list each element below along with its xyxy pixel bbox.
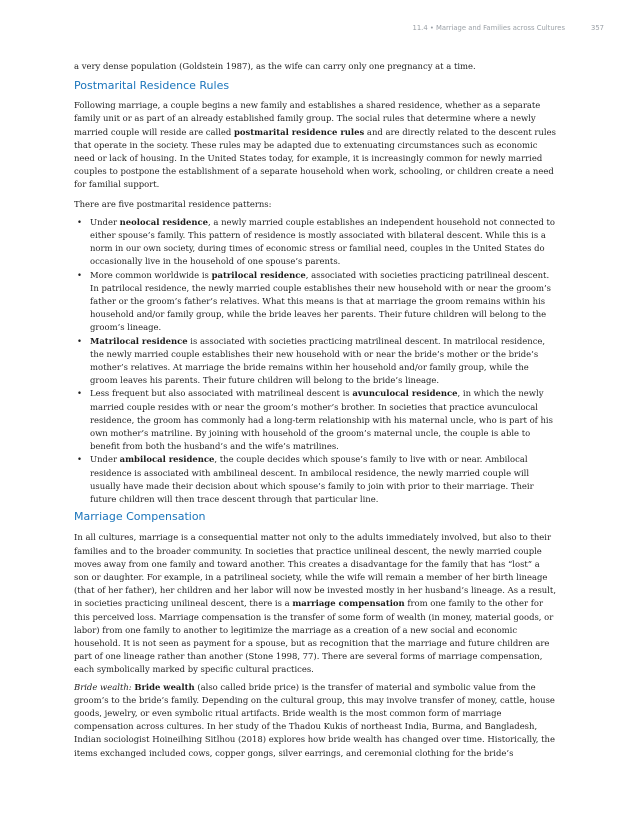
compensation-paragraph: In all cultures, marriage is a consequential matter not only to the adults immediately involved, but also to their families and to the broader community. In societies that practice unilineal descent, the newly married couple moves away from one family and toward another. This creates a disadvantage for the family that has “lost” a son or daughter. For example, in a patrilineal society, while the wife will remain a member of her birth lineage (that of her father), her children and her labor will now be invested mostly in her husband’s lineage. As a result, in societies practicing unilineal descent, there is a marriage compensation from one family to the other for this perceived loss. Marriage compensation is the transfer of some form of wealth (in money, material goods, or labor) from one family to another to legitimize the marriage as a creation of a new social and economic household. It is not seen as payment for a spouse, but as recognition that the marriage and future children are part of one lineage rather than another (Stone 1998, 77). There are several forms of marriage compensation, each symbolically marked by specific cultural practices. [74,532,557,675]
bullet-icon: • [77,216,82,227]
bullet-icon: • [77,454,82,465]
key-term: postmarital residence rules [234,126,365,137]
key-term: avunculocal residence [352,388,458,399]
section-heading-marriage-compensation: Marriage Compensation [74,510,206,524]
running-header [413,24,604,32]
list-item-neolocal: • Under neolocal residence, a newly married couple establishes an independent household not connected to either spouse’s family. This pattern of residence is mostly associated with bilateral descent. While this is a norm in our own society, during times of economic stress or familial need, couples in the United States do occasionally live in the household of one spouse’s parents. [77,216,556,267]
bullet-icon: • [77,269,82,280]
key-term: patrilocal residence [211,269,306,280]
residence-paragraph: Following marriage, a couple begins a new family and establishes a shared residence, whether as a separate family unit or as part of an already established family group. The social rules that determine where a newly married couple will reside are called postmarital residence rules and are directly related to the descent rules that operate in the society. These rules may be adapted due to extenuating circumstances such as economic need or lack of housing. In the United States today, for example, it is increasingly common for newly married couples to postpone the establishment of a separate household when work, schooling, or children create a need for familial support. [74,100,556,190]
intro-paragraph: a very dense population (Goldstein 1987), as the wife can carry only one pregnancy at a time. [74,61,476,71]
key-term: neolocal residence [119,216,209,227]
key-term: Matrilocal residence [90,335,188,346]
key-term: ambilocal residence [119,454,215,465]
run-in-label: Bride wealth: [74,681,132,692]
running-title: 11.4 • Marriage and Families across Cultures [412,24,566,32]
residence-patterns-list [74,216,556,506]
section-heading-postmarital-residence: Postmarital Residence Rules [74,79,230,93]
key-term: Bride wealth [134,681,195,692]
list-item-ambilocal: • Under ambilocal residence, the couple decides which spouse’s family to live with or near. Ambilocal residence is associated with ambilineal descent. In ambilocal residence, the newly married couple will usually have made their decision about which spouse’s family to join with prior to their marriage. Their future children will then trace descent through that particular line. [77,454,534,505]
patterns-intro: There are five postmarital residence patterns: [74,198,272,209]
page-number: 357 [591,24,604,32]
bride-wealth-paragraph: Bride wealth: Bride wealth (also called bride price) is the transfer of material and symbolic value from the groom’s to the bride’s family. Depending on the cultural group, this may involve transfer of money, cattle, house goods, jewelry, or even symbolic ritual artifacts. Bride wealth is the most common form of marriage compensation across cultures. In her study of the Thadou Kukis of northeast India, Burma, and Bangladesh, Indian sociologist Hoineilhing Sitlhou (2018) explores how bride wealth has changed over time. Historically, the items exchanged included cows, copper gongs, silver earrings, and ceremonial clothing for the bride’s [74,681,555,758]
list-item-matrilocal: • Matrilocal residence is associated with societies practicing matrilineal descent. In matrilocal residence, the newly married couple establishes their new household with or near the bride’s mother or the bride’s mother’s relatives. At marriage the bride remains within her household and/or family group, while the groom leaves his parents. Their future children will belong to the bride’s lineage. [77,335,546,386]
main-content [74,60,556,760]
key-term: marriage compensation [292,598,405,609]
bullet-icon: • [77,335,82,346]
list-item-patrilocal: • More common worldwide is patrilocal residence, associated with societies practicing patrilineal descent. In patrilocal residence, the newly married couple establishes their new household with or near the groom’s father or the groom’s father’s relatives. What this means is that at marriage the groom remains within his household and/or family group, while the bride leaves her parents. Their future children will belong to the groom’s lineage. [77,269,552,333]
bullet-icon: • [77,388,82,399]
list-item-avunculocal: • Less frequent but also associated with matrilineal descent is avunculocal residence, in which the newly married couple resides with or near the groom’s mother’s brother. In societies that practice avunculocal residence, the groom has commonly had a long-term relationship with his maternal uncle, who is part of his own mother’s matriline. By joining with household of the groom’s maternal uncle, the couple is able to benefit from both the husband’s and the wife’s matrilines. [77,388,553,452]
